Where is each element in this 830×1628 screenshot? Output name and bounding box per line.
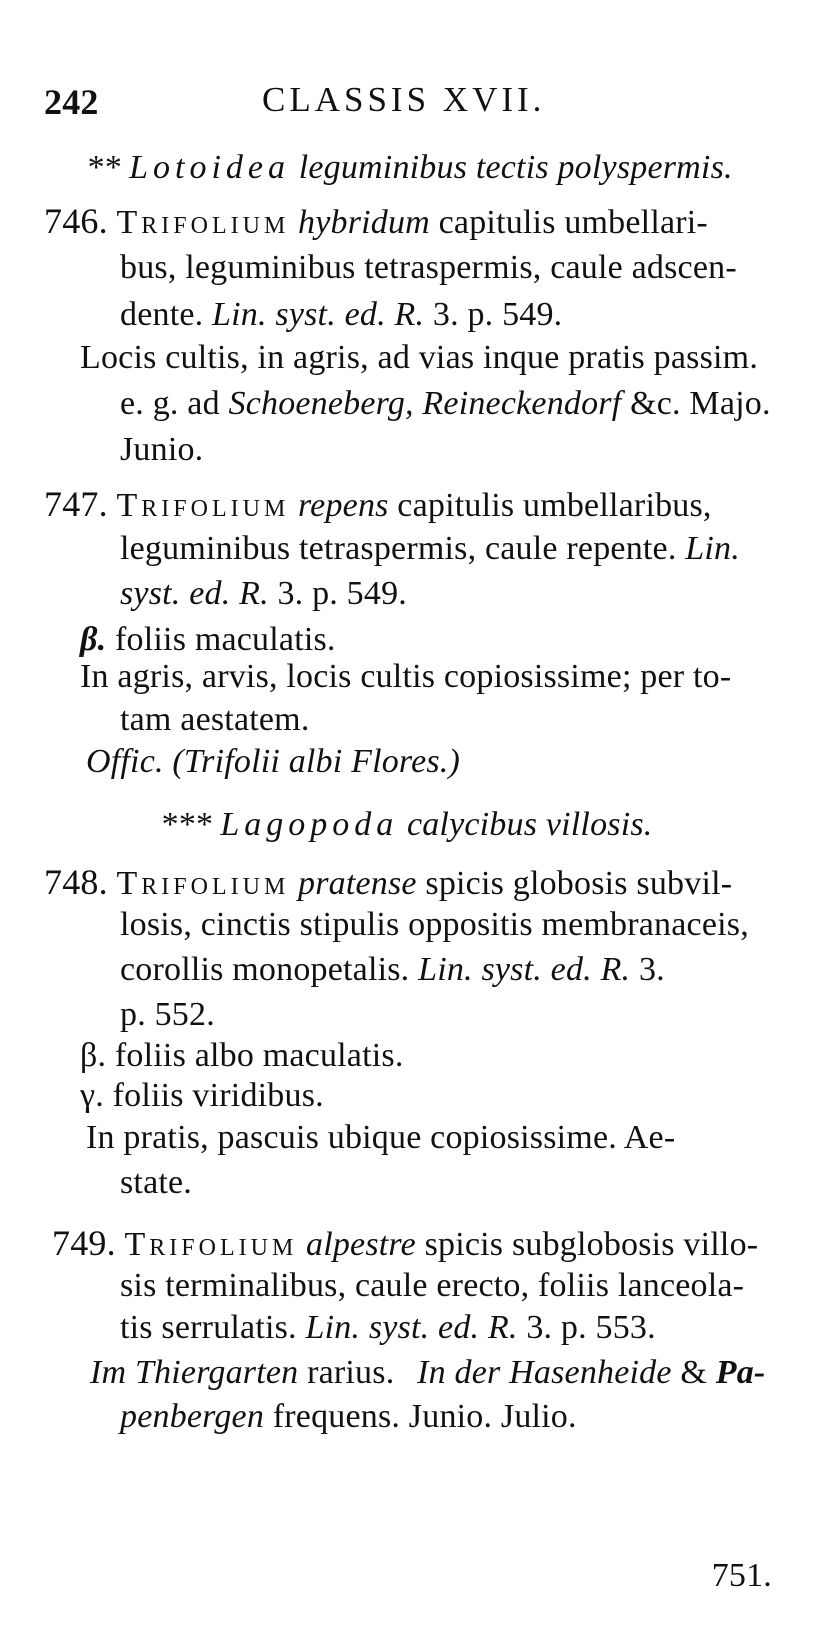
description-text: capitulis umbellaribus, [397, 487, 712, 524]
catchword: 751. [711, 1557, 772, 1594]
description-text: spicis subglobosis villo- [424, 1226, 759, 1263]
entry-749-line-1 [52, 1223, 758, 1265]
entry-749-locality-2: penbergen frequens. Junio. Julio. [120, 1398, 577, 1435]
entry-749-locality-1: Im Thiergarten rarius. In der Hasenheide & Pa- [90, 1354, 766, 1391]
entry-747-line-1 [44, 484, 712, 526]
entry-746-locality-1: Locis cultis, in agris, ad vias inque pratis passim. [80, 339, 759, 376]
genus-name: Trifolium [124, 1226, 298, 1263]
entry-746-locality-3: Junio. [120, 431, 204, 468]
section-description: leguminibus tectis polyspermis. [298, 149, 733, 186]
species-name: hybridum [298, 204, 430, 241]
section-description: calycibus villosis. [406, 806, 653, 843]
entry-number: 749. [52, 1223, 116, 1263]
entry-number: 748. [44, 862, 108, 902]
entry-747-officinal: Offic. (Trifolii albi Flores.) [86, 743, 461, 780]
entry-748-line-3: corollis monopetalis. Lin. syst. ed. R. 3. [120, 951, 665, 988]
section-heading-lagopoda [160, 805, 652, 845]
entry-number: 746. [44, 201, 108, 241]
entry-749-line-2: sis terminalibus, caule erecto, foliis lanceola- [120, 1267, 745, 1304]
variety-mark: β. [80, 1037, 107, 1074]
description-text: spicis globosis subvil- [425, 865, 733, 902]
entry-748-locality-2: state. [120, 1164, 193, 1201]
entry-748-line-2: losis, cinctis stipulis oppositis membranaceis, [120, 906, 749, 943]
species-name: pratense [298, 865, 417, 902]
genus-name: Trifolium [116, 865, 290, 902]
entry-746-line-2: bus, leguminibus tetraspermis, caule adscen- [120, 249, 737, 286]
page-title: CLASSIS XVII. [262, 80, 546, 119]
entry-748-line-1 [44, 862, 732, 904]
entry-747-locality-1: In agris, arvis, locis cultis copiosissime; per to- [80, 658, 732, 695]
variety-mark: γ. [80, 1077, 104, 1114]
entry-748-variety-gamma: γ. foliis viridibus. [80, 1077, 324, 1114]
variety-mark: β. [80, 621, 107, 658]
entry-number: 747. [44, 484, 108, 524]
description-text: capitulis umbellari- [438, 204, 708, 241]
entry-747-line-2: leguminibus tetraspermis, caule repente. Lin. [120, 530, 740, 567]
page-number: 242 [44, 82, 99, 122]
entry-747-locality-2: tam aestatem. [120, 701, 310, 738]
entry-748-line-4: p. 552. [120, 996, 215, 1033]
entry-747-variety-beta: β. foliis maculatis. [80, 621, 336, 658]
section-stars: *** [160, 806, 212, 843]
entry-746-locality-2: e. g. ad Schoeneberg, Reineckendorf &c. Majo. [120, 385, 771, 422]
section-heading-lotoidea [86, 148, 733, 188]
section-name: Lagopoda [220, 806, 399, 843]
section-stars: ** [86, 149, 121, 186]
species-name: alpestre [306, 1226, 416, 1263]
entry-746-line-3: dente. Lin. syst. ed. R. 3. p. 549. [120, 296, 563, 333]
genus-name: Trifolium [116, 487, 290, 524]
species-name: repens [298, 487, 389, 524]
entry-746-line-1 [44, 201, 708, 243]
entry-747-line-3: syst. ed. R. 3. p. 549. [120, 575, 407, 612]
entry-748-variety-beta: β. foliis albo maculatis. [80, 1037, 404, 1074]
genus-name: Trifolium [116, 204, 290, 241]
entry-749-line-3: tis serrulatis. Lin. syst. ed. R. 3. p. 553. [120, 1309, 656, 1346]
section-name: Lotoidea [129, 149, 291, 186]
entry-748-locality-1: In pratis, pascuis ubique copiosissime. Ae- [86, 1119, 676, 1156]
